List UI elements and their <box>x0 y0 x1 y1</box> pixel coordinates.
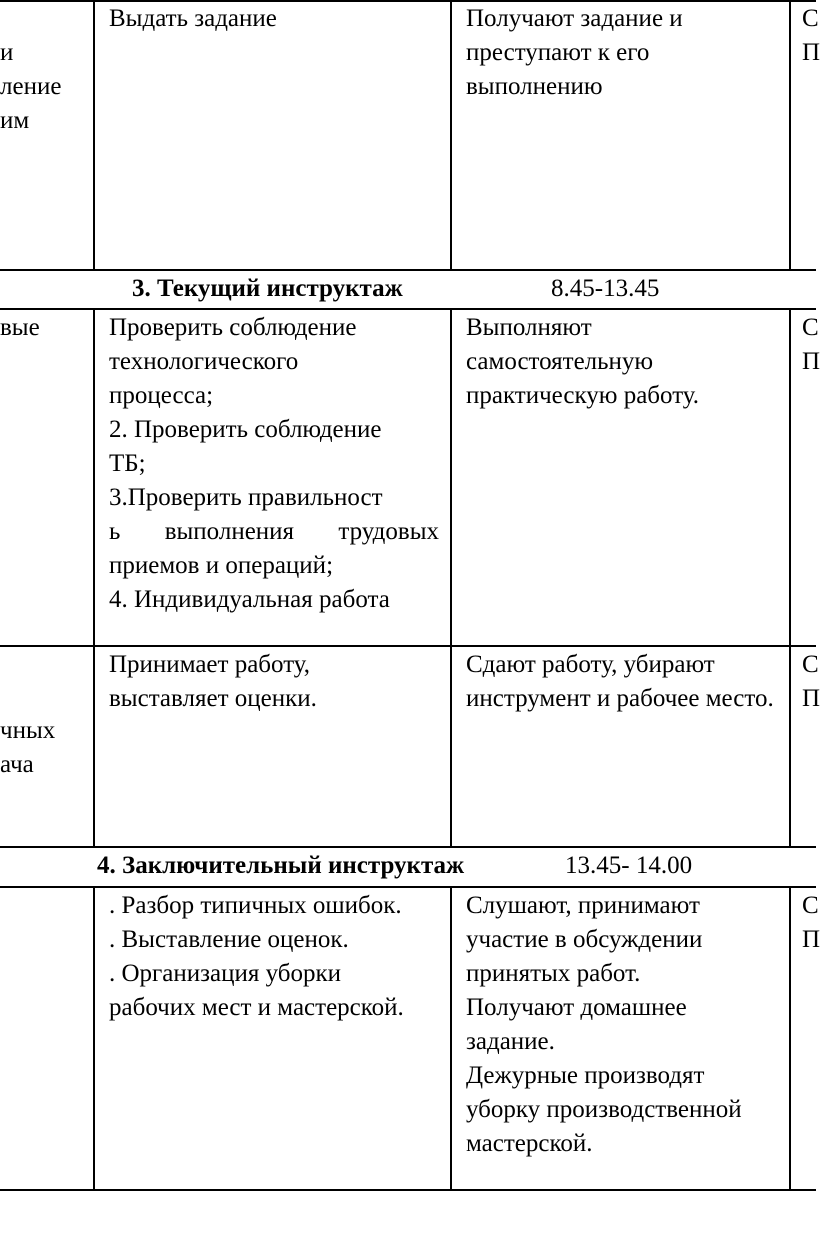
table-border <box>0 269 816 271</box>
table-border <box>0 886 816 888</box>
row2-students-cell: Выполняют самостоятельную практическую работу. <box>466 314 700 409</box>
table-border <box>0 1189 816 1191</box>
table-border <box>93 0 95 271</box>
row2-teacher-line: приемов и операций; <box>109 552 334 579</box>
table-border <box>93 308 95 848</box>
table-border <box>789 0 791 271</box>
table-border <box>0 846 816 848</box>
row2-teacher-line: 4. Индивидуальная работа <box>109 586 390 613</box>
row2-teacher-cell <box>109 311 439 617</box>
table-border <box>450 886 452 1191</box>
row3-students-cell: Сдают работу, убирают инструмент и рабочее место. <box>466 651 774 712</box>
row3-teacher-cell: Принимает работу, выставляет оценки. <box>109 651 317 712</box>
row2-teacher-line: технологического <box>109 348 299 375</box>
row2-left-fragment: вые <box>0 314 40 341</box>
section4-title: 4. Заключительный инструктаж <box>97 852 465 879</box>
row2-right-fragment: С П <box>802 314 820 375</box>
table-border <box>0 645 816 647</box>
row4-students-cell: Слушают, принимают участие в обсуждении принятых работ. Получают домашнее задание. Дежурные производят уборку производственной мастерской. <box>466 892 742 1157</box>
table-border <box>450 0 452 271</box>
row2-teacher-line: 3.Проверить правильност <box>109 484 383 511</box>
table-border <box>0 308 816 310</box>
row1-teacher-cell: Выдать задание <box>109 5 277 32</box>
row4-right-fragment: С П <box>802 892 820 953</box>
section3-title: 3. Текущий инструктаж <box>132 275 403 302</box>
table-border <box>789 886 791 1191</box>
table-border <box>789 308 791 848</box>
section4-time: 13.45- 14.00 <box>565 852 693 879</box>
row2-teacher-line: процесса; <box>109 382 214 409</box>
row3-right-fragment: С П <box>802 651 820 712</box>
row4-teacher-cell: . Разбор типичных ошибок. . Выставление оценок. . Организация уборки рабочих мест и мастерской. <box>109 892 404 1021</box>
section3-time: 8.45-13.45 <box>551 275 660 302</box>
row2-teacher-line: ь выполнения трудовых <box>109 518 439 545</box>
row1-students-cell: Получают задание и преступают к его выполнению <box>466 5 683 100</box>
row1-right-fragment: С П <box>802 5 820 66</box>
row2-teacher-line: Проверить соблюдение <box>109 314 357 341</box>
row2-teacher-line: ТБ; <box>109 450 146 477</box>
row1-left-fragment: и ление им <box>0 39 62 134</box>
table-border <box>450 308 452 848</box>
table-border <box>93 886 95 1191</box>
row3-left-fragment: чных ача <box>0 717 56 778</box>
row2-teacher-line: 2. Проверить соблюдение <box>109 416 382 443</box>
